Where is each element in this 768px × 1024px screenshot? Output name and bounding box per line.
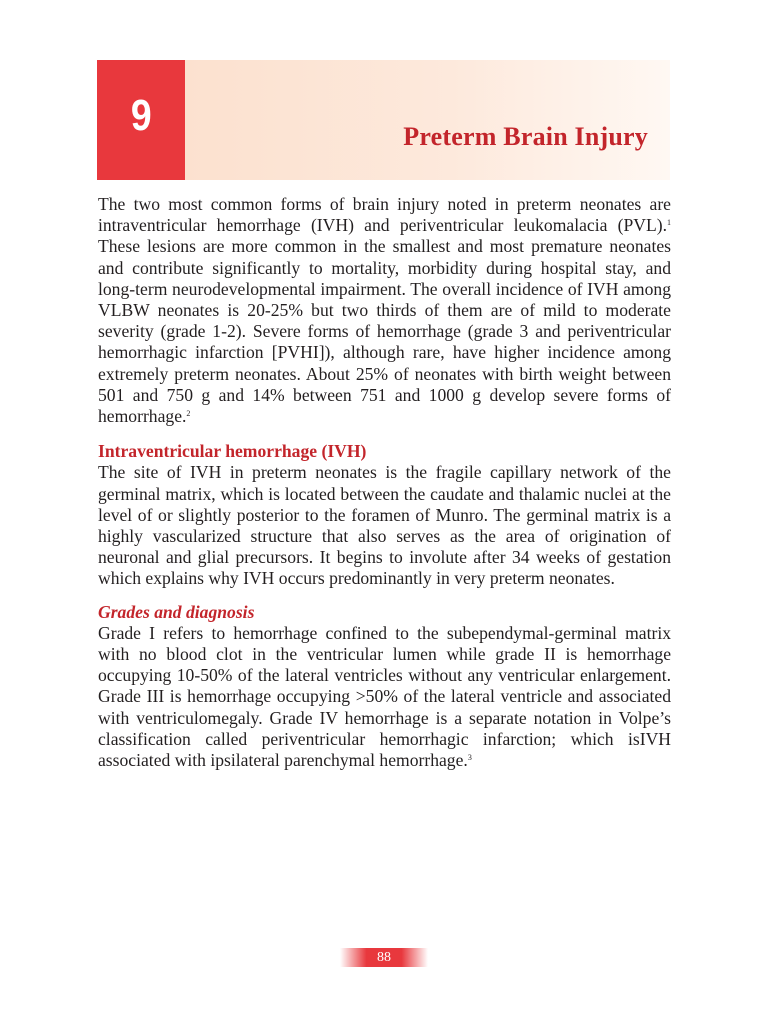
page-number: 88 <box>377 949 391 965</box>
reference-1: 1 <box>667 218 671 228</box>
page-content <box>98 194 671 771</box>
grades-text: Grade I refers to hemorrhage confined to the subependymal-germinal matrix with no blood clot in the ventricular lumen while grade II is hemorrhage occupying 10-50% of the lateral ventricles without any ventricular enlargement. Grade III is hemorrhage occupying >50% of the lateral ventricle and associated with ventriculomegaly. Grade IV hemorrhage is a separate notation in Volpe’s classification called periventricular hemorrhagic infarction; which isIVH associated with ipsilateral parenchymal hemorrhage. <box>98 622 671 771</box>
reference-2: 2 <box>186 409 191 419</box>
grades-heading: Grades and diagnosis <box>98 601 255 622</box>
page-number-box <box>340 948 428 967</box>
ivh-paragraph: The site of IVH in preterm neonates is the fragile capillary network of the germinal matrix, which is located between the caudate and thalamic nuclei at the level of or slightly posterior to the foramen of Munro. The germinal matrix is a highly vascularized structure that also serves as the area of origination of neuronal and glial precursors. It begins to involute after 34 weeks of gestation which explains why IVH occurs predominantly in very preterm neonates. <box>98 462 671 589</box>
chapter-number: 9 <box>130 91 152 140</box>
intro-paragraph <box>98 194 671 427</box>
chapter-header <box>97 60 670 180</box>
intro-text-part2: These lesions are more common in the smallest and most premature neonates and contribute significantly to mortality, morbidity during hospital stay, and long-term neurodevelopmental impairment. The overall incidence of IVH among VLBW neonates is 20-25% but two thirds of them are of mild to moderate severity (grade 1-2). Severe forms of hemorrhage (grade 3 and periventricular hemorrhagic infarction [PVHI]), although rare, have higher incidence among extremely preterm neonates. About 25% of neonates with birth weight between 501 and 750 g and 14% between 751 and 1000 g develop severe forms of hemorrhage. <box>98 236 671 427</box>
intro-text-part1: The two most common forms of brain injury noted in preterm neonates are intraventricular hemorrhage (IVH) and periventricular leukomalacia (PVL). <box>98 194 671 236</box>
reference-3: 3 <box>467 753 472 763</box>
chapter-title-band <box>185 60 670 180</box>
chapter-number-box <box>97 60 185 180</box>
grades-paragraph <box>98 623 671 771</box>
ivh-heading: Intraventricular hemorrhage (IVH) <box>98 441 367 462</box>
chapter-title: Preterm Brain Injury <box>403 122 648 151</box>
